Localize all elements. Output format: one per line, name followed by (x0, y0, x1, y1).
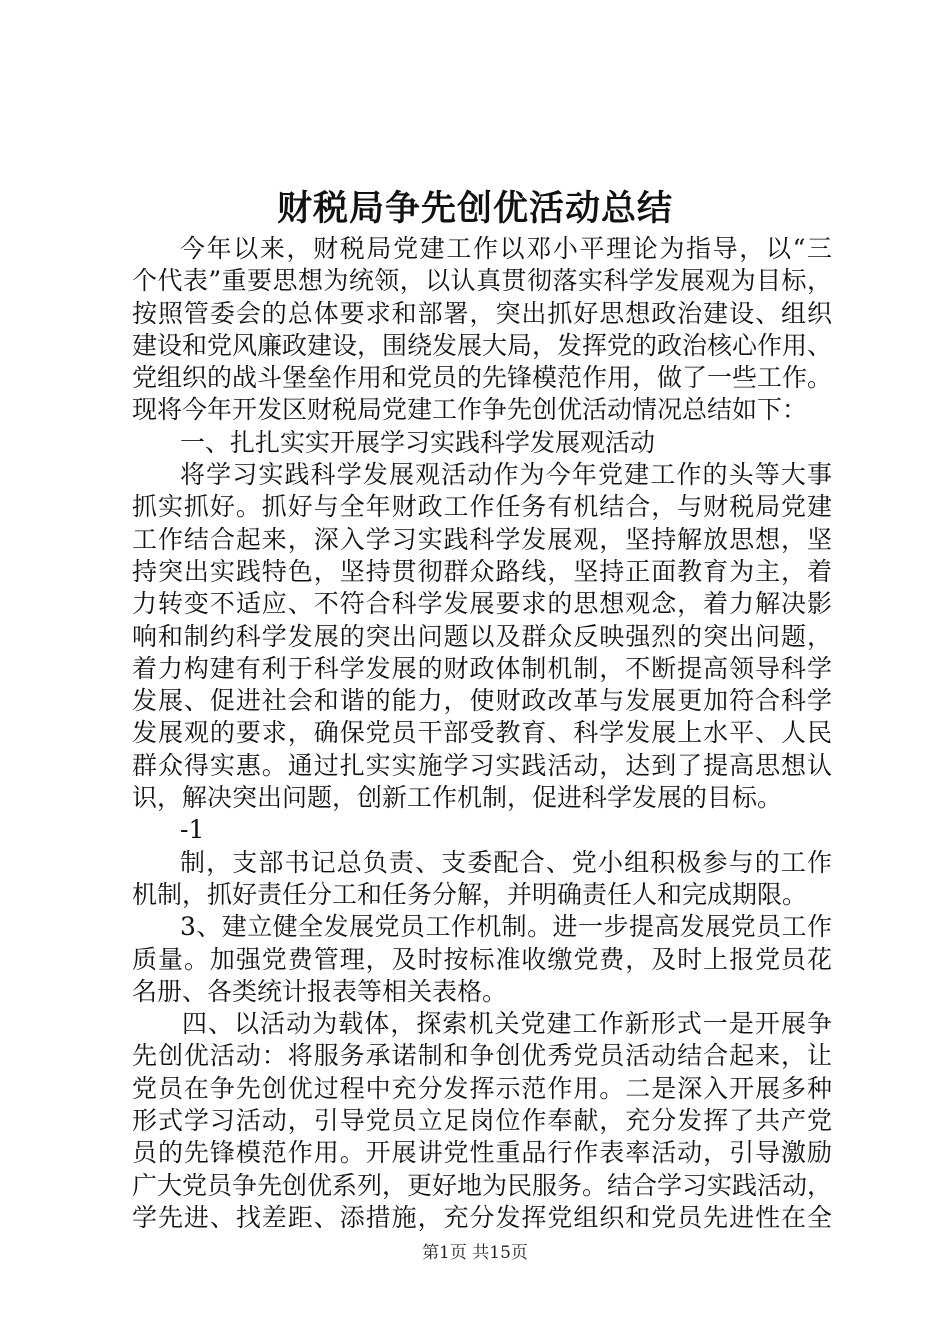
paragraph-line: 群众得实惠。通过扎实实施学习实践活动，达到了提高思想认 (132, 750, 832, 780)
paragraph-line: 3、建立健全发展党员工作机制。进一步提高发展党员工作 (180, 912, 832, 942)
paragraph-line: 响和制约科学发展的突出问题以及群众反映强烈的突出问题， (132, 621, 832, 651)
paragraph-line: 先创优活动：将服务承诺制和争创优秀党员活动结合起来，让 (132, 1041, 832, 1071)
paragraph-line: 力转变不适应、不符合科学发展要求的思想观念，着力解决影 (132, 589, 832, 619)
paragraph-line: 形式学习活动，引导党员立足岗位作奉献，充分发挥了共产党 (132, 1106, 832, 1136)
paragraph-line: 制，支部书记总负责、支委配合、党小组积极参与的工作 (180, 847, 832, 877)
paragraph-line: 将学习实践科学发展观活动作为今年党建工作的头等大事 (180, 460, 832, 490)
paragraph-line: 广大党员争先创优系列，更好地为民服务。结合学习实践活动， (132, 1170, 833, 1200)
paragraph-line: 员的先锋模范作用。开展讲党性重品行作表率活动，引导激励 (132, 1138, 832, 1168)
paragraph-line: 机制，抓好责任分工和任务分解，并明确责任人和完成期限。 (132, 879, 808, 909)
paragraph-line: 质量。加强党费管理，及时按标准收缴党费，及时上报党员花 (132, 944, 832, 974)
document-title: 财税局争先创优活动总结 (276, 188, 673, 229)
paragraph-line: 名册、各类统计报表等相关表格。 (132, 976, 508, 1006)
paragraph-line: 抓实抓好。抓好与全年财政工作任务有机结合，与财税局党建 (132, 492, 832, 522)
paragraph-line: 党员在争先创优过程中充分发挥示范作用。二是深入开展多种 (132, 1073, 832, 1103)
section-heading: 一、扎扎实实开展学习实践科学发展观活动 (180, 427, 656, 457)
section-heading: 四、以活动为载体，探索机关党建工作新形式一是开展争 (182, 1009, 832, 1039)
paragraph-line: 工作结合起来，深入学习实践科学发展观，坚持解放思想，坚 (132, 524, 832, 554)
paragraph-line: 建设和党风廉政建设，围绕发展大局，发挥党的政治核心作用、 (132, 330, 833, 360)
paragraph-line: 识，解决突出问题，创新工作机制，促进科学发展的目标。 (132, 783, 783, 813)
page-number: 第1页 共15页 (422, 1243, 528, 1263)
paragraph-line: 现将今年开发区财税局党建工作争先创优活动情况总结如下： (132, 395, 808, 425)
paragraph-line: 党组织的战斗堡垒作用和党员的先锋模范作用，做了一些工作。 (132, 363, 833, 393)
paragraph-line: 发展观的要求，确保党员干部受教育、科学发展上水平、人民 (132, 718, 832, 748)
paragraph-line: 发展、促进社会和谐的能力，使财政改革与发展更加符合科学 (132, 686, 832, 716)
page-break-marker: -1 (180, 815, 205, 845)
paragraph-line: 今年以来，财税局党建工作以邓小平理论为指导，以“三 (180, 234, 832, 263)
paragraph-line: 个代表”重要思想为统领，以认真贯彻落实科学发展观为目标， (132, 266, 832, 296)
paragraph-line: 按照管委会的总体要求和部署，突出抓好思想政治建设、组织 (132, 298, 832, 328)
paragraph-line: 学先进、找差距、添措施，充分发挥党组织和党员先进性在全 (132, 1202, 832, 1232)
document-body (132, 233, 832, 1234)
paragraph-line: 持突出实践特色，坚持贯彻群众路线，坚持正面教育为主，着 (132, 556, 832, 586)
paragraph-line: 着力构建有利于科学发展的财政体制机制，不断提高领导科学 (132, 653, 832, 683)
